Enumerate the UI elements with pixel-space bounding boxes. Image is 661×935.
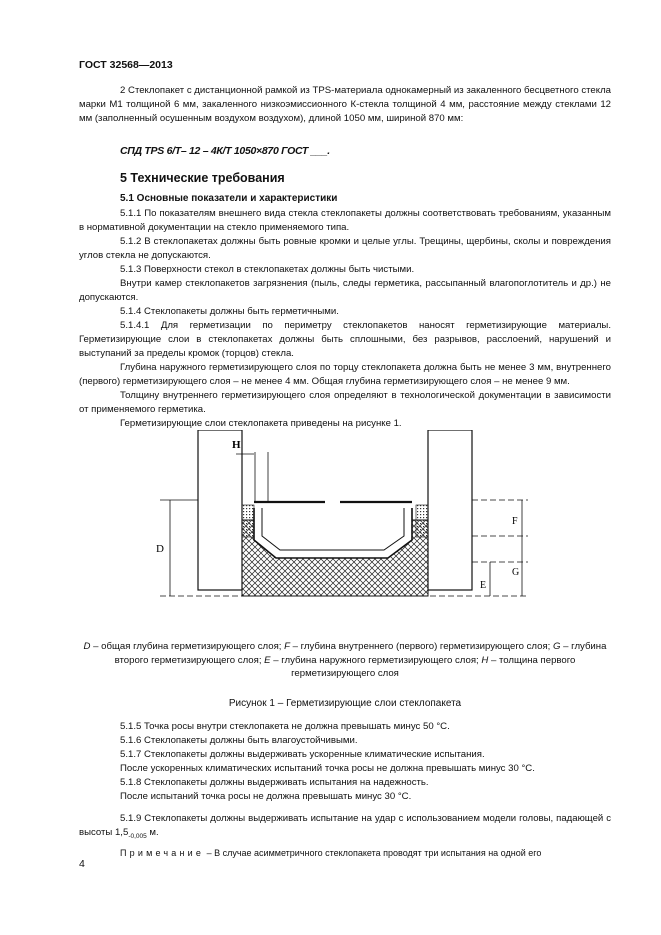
paragraph-5-1-4-1: 5.1.4.1 Для герметизации по периметру стеклопакетов наносят герметизирующие материалы. Герметизирующие слои в стеклопакетах должны быть сплошными, без разрывов, расслоений, нарушений и выступаний за пределы кромок (торцов) стекла.	[79, 320, 611, 360]
primary-sealant-right	[416, 505, 428, 537]
paragraph-5-1-1: 5.1.1 По показателям внешнего вида стекла стеклопакеты должны соответствовать требованиям, указанным в нормативной документации на стекло применяемого типа.	[79, 208, 611, 234]
paragraph-5-1-2: 5.1.2 В стеклопакетах должны быть ровные кромки и целые углы. Трещины, щербины, сколы и повреждения углов стекла не допускаются.	[79, 236, 611, 262]
standard-header: ГОСТ 32568—2013	[79, 59, 173, 71]
paragraph-5-1-9: 5.1.9 Стеклопакеты должны выдерживать испытание на удар с использованием модели головы, падающей с высоты $1,5_{-0,005}$ м.	[79, 813, 611, 841]
subsection-title: 5.1 Основные показатели и характеристики	[120, 193, 338, 204]
paragraph-5-1-5: 5.1.5 Точка росы внутри стеклопакета не должна превышать минус 50 °С.	[120, 721, 450, 732]
paragraph-5-1-4: 5.1.4 Стеклопакеты должны быть герметичными.	[120, 306, 339, 317]
section-title: 5 Технические требования	[120, 171, 285, 185]
paragraph-5-1-7: 5.1.7 Стеклопакеты должны выдерживать ускоренные климатические испытания.	[120, 749, 485, 760]
figure-caption: Рисунок 1 – Герметизирующие слои стеклопакета	[228, 698, 462, 709]
primary-sealant-left	[242, 505, 254, 537]
paragraph-thickness: Толщину внутреннего герметизирующего слоя определяют в технологической документации в зависимости от применяемого герметика.	[79, 390, 611, 416]
note-text: – В случае асимметричного стеклопакета проводят три испытания на одной его	[204, 848, 542, 858]
label-g: G	[512, 567, 520, 578]
right-glass-pane	[428, 430, 472, 590]
paragraph-after-climatic: После ускоренных климатических испытаний точка росы не должна превышать минус 30 °С.	[120, 763, 535, 774]
paragraph-depth: Глубина наружного герметизирующего слоя по торцу стеклопакета должна быть не менее 3 мм, внутреннего (первого) герметизирующего слоя – не менее 4 мм. Общая глубина герметизирующего слоя – не менее 9 мм.	[79, 362, 611, 388]
legend-sym-f: F	[284, 641, 290, 652]
label-e: E	[480, 580, 487, 591]
product-code: СПД TPS 6/Т– 12 – 4К/Т 1050×870 ГОСТ ___.	[120, 145, 330, 157]
label-h: H	[232, 439, 241, 451]
sealing-layers-diagram	[150, 430, 540, 630]
page-number: 4	[79, 858, 85, 870]
example-2-text: 2 Стеклопакет с дистанционной рамкой из TPS-материала однокамерный из закаленного бесцветного стекла марки М1 толщиной 6 мм, закаленного низкоэмиссионного К-стекла толщиной 4 мм, расстояние между стеклами 12 мм (заполненный осушенным воздухом воздухом), длиной 1050 мм, шириной 870 мм:	[79, 85, 611, 125]
legend-sym-h: H	[481, 654, 489, 666]
figure-legend	[79, 640, 611, 681]
label-f: F	[512, 516, 518, 527]
paragraph-5-1-3: 5.1.3 Поверхности стекол в стеклопакетах должны быть чистыми.	[120, 264, 415, 275]
legend-text-f: – глубина внутреннего (первого) герметизирующего слоя;	[289, 641, 554, 652]
note-label: Примечание	[120, 848, 205, 858]
legend-text-h: – толщина первого герметизирующего слоя	[291, 654, 576, 680]
note	[79, 846, 611, 860]
paragraph-figure-ref: Герметизирующие слои стеклопакета приведены на рисунке 1.	[120, 418, 402, 429]
legend-sym-e: E	[264, 654, 271, 666]
label-d: D	[156, 543, 164, 555]
paragraph-after-reliability: После испытаний точка росы не должна превышать минус 30 °С.	[120, 791, 412, 802]
paragraph-5-1-8: 5.1.8 Стеклопакеты должны выдерживать испытания на надежность.	[120, 777, 429, 788]
paragraph-dirt: Внутри камер стеклопакетов загрязнения (пыль, следы герметика, рассыпанный влагопоглотитель и др.) не допускаются.	[79, 278, 611, 304]
left-glass-pane	[198, 430, 242, 590]
legend-sym-d: D	[83, 641, 91, 652]
legend-sym-g: G	[553, 641, 561, 652]
legend-text-g: – глубина второго герметизирующего слоя;	[114, 641, 607, 666]
paragraph-5-1-6: 5.1.6 Стеклопакеты должны быть влагоустойчивыми.	[120, 735, 358, 746]
legend-text-d: – общая глубина герметизирующего слоя;	[90, 641, 285, 652]
legend-text-e: – глубина наружного герметизирующего слоя;	[270, 654, 482, 666]
